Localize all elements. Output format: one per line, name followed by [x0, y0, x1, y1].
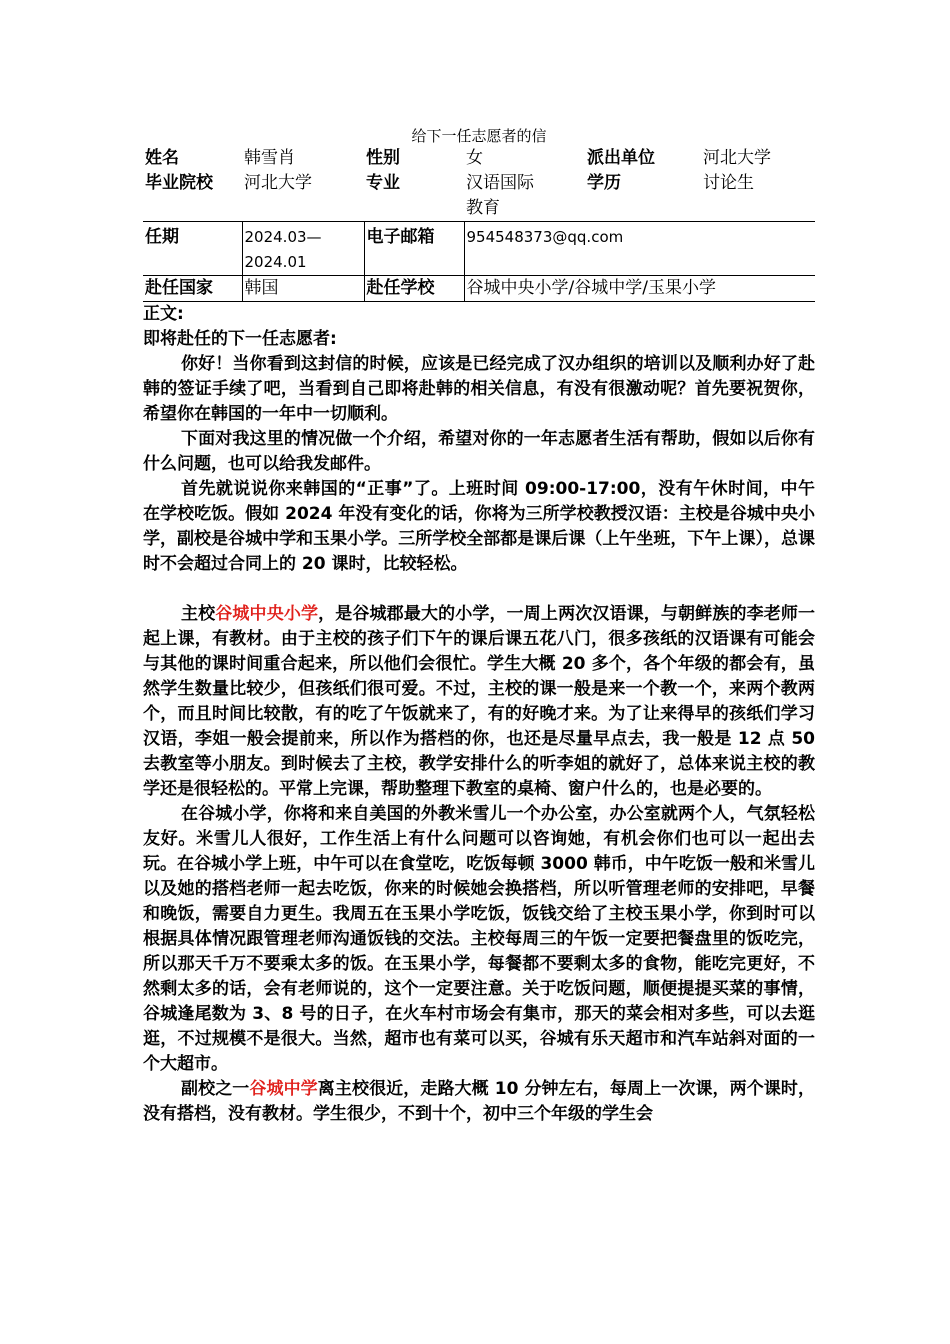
term-line-2: 2024.01 — [244, 253, 307, 271]
degree-label: 学历 — [587, 173, 621, 193]
post-school-label: 赴任学校 — [364, 276, 464, 302]
paragraph-gucheng-primary: 在谷城小学，你将和来自美国的外教米雪儿一个办公室，办公室就两个人，气氛轻松友好。米雪儿人很好，工作生活上有什么问题可以咨询她，有机会你们也可以一起出去玩。在谷城小学上班，中午可以在食堂吃，吃饭每顿 3000 韩币，中午吃饭一般和米雪儿以及她的搭档老师一起去吃饭，你来的时候她会换搭档，所以听管理老师的安排吧，早餐和晚饭，需要自力更生。我周五在玉果小学吃饭，饭钱交给了主校玉果小学，你到时可以根据具体情况跟管理老师沟通饭钱的交法。主校每周三的午饭一定要把餐盘里的饭吃完，所以那天千万不要乘太多的饭。在玉果小学，每餐都不要剩太多的食物，能吃完更好，不然剩太多的话，会有老师说的，这个一定要注意。关于吃饭问题，顺便提提买菜的事情，谷城逢尾数为 3、8 号的日子，在火车村市场会有集市，那天的菜会相对多些，可以去逛逛，不过规模不是很大。当然，超市也有菜可以买，谷城有乐天超市和汽车站斜对面的一个大超市。 — [143, 804, 815, 1074]
info-row-school — [143, 171, 815, 222]
major-label: 专业 — [366, 173, 400, 193]
main-school-intro-text: 主校 — [181, 604, 216, 624]
volunteer-info-table — [143, 146, 815, 302]
paragraph-greeting: 你好！当你看到这封信的时候，应该是已经完成了汉办组织的培训以及顺利办好了赴韩的签证手续了吧，当看到自己即将赴韩的相关信息，有没有很激动呢？首先要祝贺你，希望你在韩国的一年中一切顺利。 — [143, 354, 815, 424]
info-row-name — [143, 146, 815, 171]
main-school-name-highlight: 谷城中央小学 — [215, 604, 319, 624]
letter-page — [143, 126, 815, 1127]
document-title: 给下一任志愿者的信 — [411, 127, 547, 145]
paragraph-intro: 下面对我这里的情况做一个介绍，希望对你的一年志愿者生活有帮助，假如以后你有什么问题，也可以给我发邮件。 — [143, 429, 815, 474]
paragraph-main-school — [143, 602, 815, 802]
term-value — [242, 222, 364, 276]
email-value: 954548373@qq.com — [464, 222, 815, 276]
term-label: 任期 — [143, 222, 242, 276]
country-value: 韩国 — [242, 276, 364, 302]
paragraph-spacer — [143, 577, 815, 602]
middle-school-name-highlight: 谷城中学 — [249, 1079, 318, 1099]
gender-label: 性别 — [366, 148, 400, 168]
email-label: 电子邮箱 — [364, 222, 464, 276]
major-line-1: 汉语国际 — [466, 173, 534, 193]
major-value — [464, 171, 585, 222]
degree-value: 讨论生 — [703, 173, 754, 193]
info-row-post — [143, 276, 815, 302]
name-value: 韩雪肖 — [244, 148, 295, 168]
info-row-term — [143, 222, 815, 276]
middle-school-body-text: 离主校很近，走路大概 10 分钟左右，每周上一次课，两个课时，没有搭档，没有教材。学生很少，不到十个，初中三个年级的学生会 — [143, 1079, 815, 1124]
post-school-value: 谷城中央小学/谷城中学/玉果小学 — [464, 276, 815, 302]
name-label: 姓名 — [145, 148, 179, 168]
school-value: 河北大学 — [244, 173, 312, 193]
gender-value: 女 — [466, 148, 483, 168]
main-school-body-text: ，是谷城郡最大的小学，一周上两次汉语课，与朝鲜族的李老师一起上课，有教材。由于主校的孩子们下午的课后课五花八门，很多孩纸的汉语课有可能会与其他的课时间重合起来，所以他们会很忙。学生大概 20 多个，各个年级的都会有，虽然学生数量比较少，但孩纸们很可爱。不过，主校的课一般是来一个教一个，来两个教两个，而且时间比较散，有的吃了午饭就来了，有的好晚才来。为了让来得早的孩纸们学习汉语，李姐一般会提前来，所以作为搭档的你，也还是尽量早点去，我一般是 12 点 50 去教室等小朋友。到时候去了主校，教学安排什么的听李姐的就好了，总体来说主校的教学还是很轻松的。平常上完课，帮助整理下教室的桌椅、窗户什么的，也是必要的。 — [143, 604, 816, 799]
paragraph-middle-school — [143, 1077, 815, 1127]
school-label: 毕业院校 — [145, 173, 213, 193]
body-heading: 正文: — [143, 304, 184, 324]
letter-body — [143, 302, 815, 1127]
unit-label: 派出单位 — [587, 148, 655, 168]
unit-value: 河北大学 — [703, 148, 771, 168]
paragraph-work-schedule: 首先就说说你来韩国的“正事”了。上班时间 09:00-17:00，没有午休时间，中午在学校吃饭。假如 2024 年没有变化的话，你将为三所学校教授汉语：主校是谷城中央小学，副校是谷城中学和玉果小学。三所学校全部都是课后课（上午坐班，下午上课），总课时不会超过合同上的 20 课时，比较轻松。 — [143, 479, 815, 574]
country-label: 赴任国家 — [143, 276, 242, 302]
major-line-2: 教育 — [466, 198, 500, 218]
term-line-1: 2024.03— — [244, 228, 322, 246]
salutation: 即将赴任的下一任志愿者: — [143, 329, 337, 349]
middle-school-intro-text: 副校之一 — [181, 1079, 250, 1099]
